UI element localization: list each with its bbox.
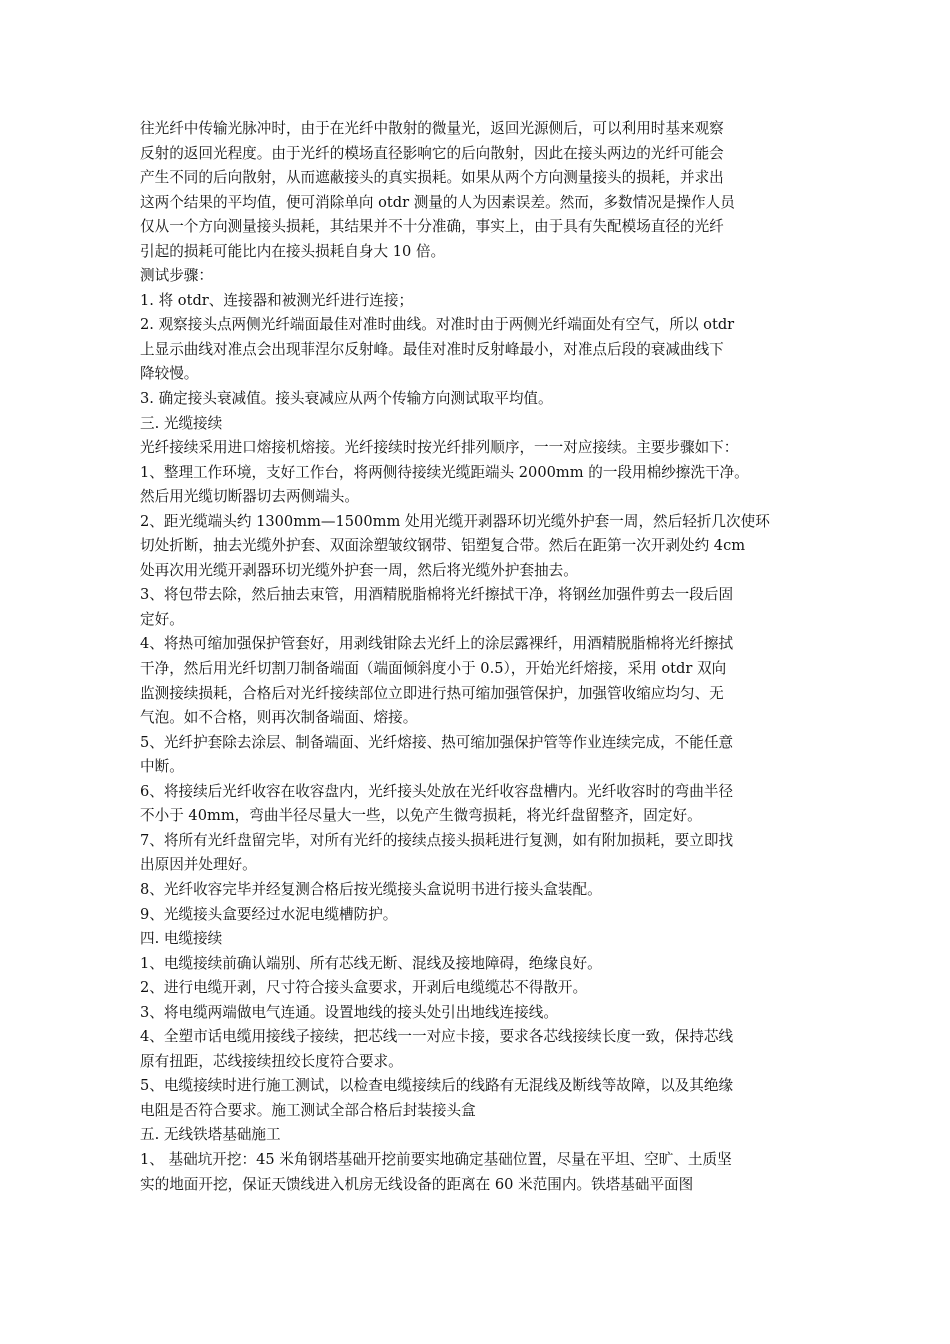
text-line: 干净，然后用光纤切割刀制备端面（端面倾斜度小于 0.5），开始光纤熔接，采用 otdr 双向 <box>140 660 727 678</box>
text-line: 8、光纤收容完毕并经复测合格后按光缆接头盒说明书进行接头盒装配。 <box>140 880 602 898</box>
text-line: 1. 将 otdr、连接器和被测光纤进行连接； <box>140 291 414 309</box>
text-line: 1、电缆接续前确认端别、所有芯线无断、混线及接地障碍，绝缘良好。 <box>140 954 602 972</box>
text-line: 1、 基础坑开挖：45 米角钢塔基础开挖前要实地确定基础位置，尽量在平坦、空旷、土质坚 <box>140 1150 732 1168</box>
document-body <box>140 117 812 1197</box>
text-line: 引起的损耗可能比内在接头损耗自身大 10 倍。 <box>140 242 446 260</box>
text-line: 监测接续损耗，合格后对光纤接续部位立即进行热可缩加强管保护，加强管收缩应均匀、无 <box>140 684 724 702</box>
text-line: 实的地面开挖，保证天馈线进入机房无线设备的距离在 60 米范围内。铁塔基础平面图 <box>140 1175 694 1193</box>
text-line: 不小于 40mm，弯曲半径尽量大一些，以免产生微弯损耗，将光纤盘留整齐，固定好。 <box>140 807 702 825</box>
text-line: 电阻是否符合要求。施工测试全部合格后封装接头盒 <box>140 1101 476 1119</box>
text-line: 仅从一个方向测量接头损耗，其结果并不十分准确，事实上，由于具有失配模场直径的光纤 <box>140 218 724 236</box>
text-line: 4、全塑市话电缆用接线子接续，把芯线一一对应卡接，要求各芯线接续长度一致，保持芯线 <box>140 1028 734 1046</box>
text-line: 1、整理工作环境，支好工作台，将两侧待接续光缆距端头 2000mm 的一段用棉纱擦洗干净。 <box>140 463 749 481</box>
text-line: 3、将电缆两端做电气连通。设置地线的接头处引出地线连接线。 <box>140 1003 558 1021</box>
text-line: 上显示曲线对准点会出现菲涅尔反射峰。最佳对准时反射峰最小，对准点后段的衰减曲线下 <box>140 340 724 358</box>
text-line: 这两个结果的平均值，便可消除单向 otdr 测量的人为因素误差。然而，多数情况是操作人员 <box>140 193 735 211</box>
text-line: 定好。 <box>140 610 184 628</box>
section-heading-cable-splicing: 四. 电缆接续 <box>140 930 223 948</box>
text-line: 气泡。如不合格，则再次制备端面、熔接。 <box>140 709 418 727</box>
text-line: 7、将所有光纤盘留完毕，对所有光纤的接续点接头损耗进行复测，如有附加损耗，要立即找 <box>140 831 734 849</box>
text-line: 3、将包带去除，然后抽去束管，用酒精脱脂棉将光纤擦拭干净，将钢丝加强件剪去一段后固 <box>140 586 734 604</box>
text-line: 2. 观察接头点两侧光纤端面最佳对准时曲线。对准时由于两侧光纤端面处有空气，所以 otdr <box>140 316 735 334</box>
text-line: 2、进行电缆开剥，尺寸符合接头盒要求，开剥后电缆缆芯不得散开。 <box>140 979 588 997</box>
text-line: 3. 确定接头衰减值。接头衰减应从两个传输方向测试取平均值。 <box>140 390 553 408</box>
text-line: 4、将热可缩加强保护管套好，用剥线钳除去光纤上的涂层露裸纤，用酒精脱脂棉将光纤擦拭 <box>140 635 734 653</box>
section-heading-fiber-splicing: 三. 光缆接续 <box>140 414 223 432</box>
text-line: 处再次用光缆开剥器环切光缆外护套一周，然后将光缆外护套抽去。 <box>140 561 578 579</box>
text-line: 2、距光缆端头约 1300mm—1500mm 处用光缆开剥器环切光缆外护套一周，然后轻折几次使环 <box>140 512 770 530</box>
section-label-test-steps: 测试步骤： <box>140 267 213 285</box>
text-line: 中断。 <box>140 758 184 776</box>
text-line: 光纤接续采用进口熔接机熔接。光纤接续时按光纤排列顺序，一一对应接续。主要步骤如下： <box>140 439 739 457</box>
text-line: 产生不同的后向散射，从而遮蔽接头的真实损耗。如果从两个方向测量接头的损耗，并求出 <box>140 169 724 187</box>
text-line: 9、光缆接头盒要经过水泥电缆槽防护。 <box>140 905 398 923</box>
text-line: 5、电缆接续时进行施工测试，以检查电缆接续后的线路有无混线及断线等故障，以及其绝缘 <box>140 1077 734 1095</box>
section-heading-tower-foundation: 五. 无线铁塔基础施工 <box>140 1126 281 1144</box>
text-line: 出原因并处理好。 <box>140 856 257 874</box>
text-line: 切处折断，抽去光缆外护套、双面涂塑皱纹钢带、铝塑复合带。然后在距第一次开剥处约 4cm <box>140 537 746 555</box>
text-line: 然后用光缆切断器切去两侧端头。 <box>140 488 359 506</box>
text-line: 往光纤中传输光脉冲时，由于在光纤中散射的微量光，返回光源侧后，可以利用时基来观察 <box>140 120 724 137</box>
text-line: 5、光纤护套除去涂层、制备端面、光纤熔接、热可缩加强保护管等作业连续完成，不能任意 <box>140 733 734 751</box>
text-line: 降较慢。 <box>140 365 199 383</box>
text-line: 原有扭距，芯线接续扭绞长度符合要求。 <box>140 1052 403 1070</box>
text-line: 反射的返回光程度。由于光纤的模场直径影响它的后向散射，因此在接头两边的光纤可能会 <box>140 144 724 162</box>
text-line: 6、将接续后光纤收容在收容盘内，光纤接头处放在光纤收容盘槽内。光纤收容时的弯曲半径 <box>140 782 734 800</box>
